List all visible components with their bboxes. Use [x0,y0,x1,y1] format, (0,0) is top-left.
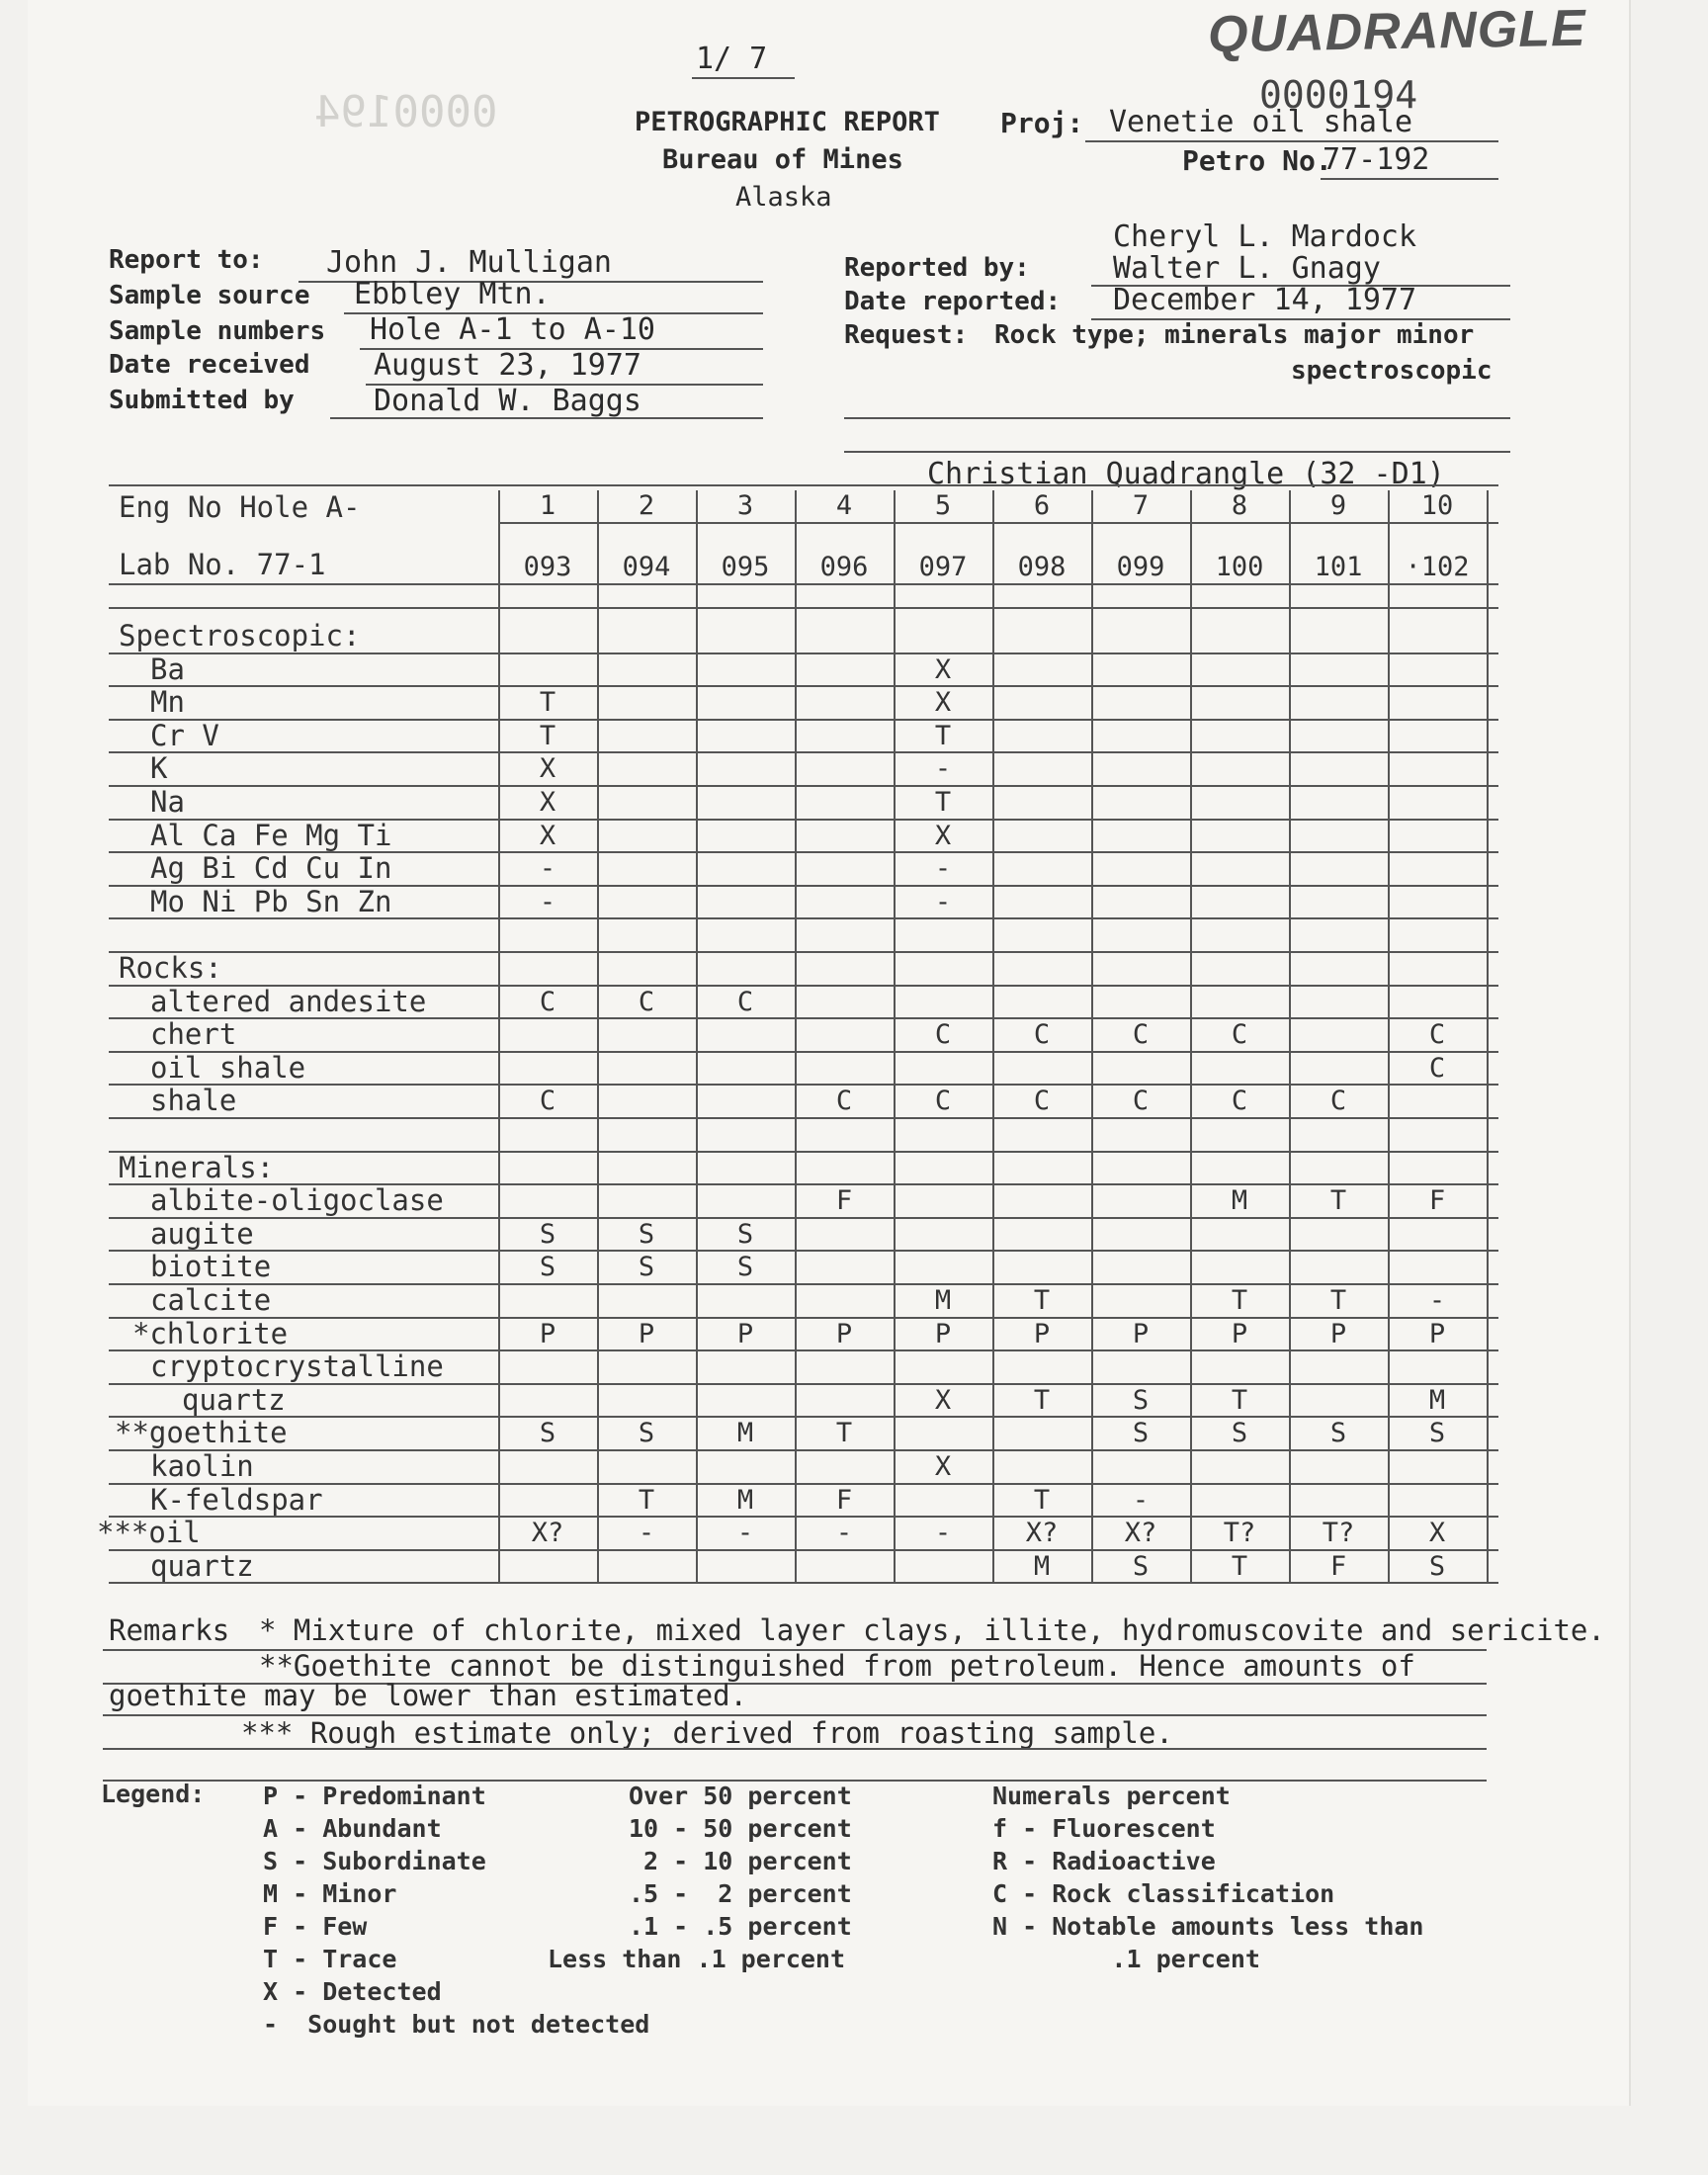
table-cell: C [1329,1086,1347,1117]
table-cell: P [1132,1318,1150,1349]
report-state: Alaska [735,182,832,213]
table-cell: X [934,687,952,719]
date-reported-label: Date reported: [844,287,1062,316]
table-cell: C [1033,1019,1051,1051]
table-cell: X [1428,1518,1446,1549]
date-received-label: Date received [109,350,310,380]
table-cell: T? [1223,1518,1256,1549]
remarks-line4: *** Rough estimate only; derived from roasting sample. [241,1716,1173,1750]
sample-source-label: Sample source [109,281,310,310]
table-cell: C [539,1086,556,1117]
submitted-by-label: Submitted by [109,386,295,415]
row-line [109,1017,1498,1019]
table-cell: F [1329,1550,1347,1582]
row-line [109,1151,1498,1153]
table-cell: C [1132,1019,1150,1051]
legend-range: .5 - 2 percent [629,1879,852,1908]
table-cell: - [934,886,952,917]
eng-number-cell: 7 [1132,490,1150,521]
doc-number: 0000194 [1259,73,1418,117]
table-cell: P [1231,1318,1248,1349]
report-title: PETROGRAPHIC REPORT [635,107,940,137]
eng-number-cell: 1 [539,490,556,521]
legend-right-item: Numerals percent [992,1782,1231,1810]
table-cell: T [1033,1285,1051,1316]
table-cell: S [1329,1418,1347,1449]
table-cell: S [539,1418,556,1449]
lab-number-cell: 100 [1215,552,1264,582]
legend-right-item: C - Rock classification [992,1879,1335,1908]
table-cell: S [736,1252,754,1283]
lab-number-cell: 094 [622,552,671,582]
request-line2: spectroscopic [1291,356,1493,386]
row-label: Na [150,785,185,819]
table-cell: T [934,720,952,751]
row-label: Rocks: [119,951,222,985]
eng-number-cell: 5 [934,490,952,521]
table-cell: P [1033,1318,1051,1349]
table-cell: T [934,787,952,818]
row-label: ***oil [97,1516,201,1550]
table-cell: S [1132,1550,1150,1582]
request-line1: Rock type; minerals major minor [994,320,1475,350]
page-number: 1/ 7 [696,42,768,76]
table-cell: T [1033,1484,1051,1516]
table-cell: S [736,1218,754,1250]
report-org: Bureau of Mines [662,144,903,175]
column-divider [1487,490,1489,1582]
row-label: albite-oligoclase [150,1183,444,1218]
table-cell: - [835,1518,853,1549]
eng-number-cell: 4 [835,490,853,521]
table-cell: S [1132,1384,1150,1416]
table-cell: X [539,753,556,785]
row-label: kaolin [150,1449,254,1483]
proj-value: Venetie oil shale [1109,105,1413,139]
table-cell: T? [1322,1518,1355,1549]
page-number-underline [692,77,795,79]
legend-code: S - Subordinate [263,1847,486,1875]
date-received-value: August 23, 1977 [374,348,641,383]
table-cell: P [1329,1318,1347,1349]
table-cell: P [934,1318,952,1349]
row-label: shale [150,1084,237,1118]
table-cell: P [835,1318,853,1349]
table-cell: T [1231,1285,1248,1316]
table-cell: T [638,1484,655,1516]
legend-range: .1 - .5 percent [629,1912,852,1941]
table-cell: T [539,720,556,751]
table-cell: - [1428,1285,1446,1316]
proj-label: Proj: [1000,107,1084,139]
table-cell: T [1033,1384,1051,1416]
table-cell: P [638,1318,655,1349]
row-label: quartz [182,1382,286,1417]
table-cell: S [539,1218,556,1250]
table-cell: T [539,687,556,719]
legend-right-item: f - Fluorescent [992,1814,1216,1843]
sample-numbers-label: Sample numbers [109,316,326,346]
table-cell: C [736,986,754,1017]
row-line [109,1117,1498,1119]
row-label: K-feldspar [150,1482,323,1517]
legend-code: T - Trace [263,1945,397,1973]
row-line [109,1449,1498,1451]
table-cell: - [539,853,556,885]
table-cell: - [934,753,952,785]
table-cell: M [934,1285,952,1316]
row-line [109,1383,1498,1385]
row-line [109,917,1498,919]
table-cell: F [835,1484,853,1516]
table-cell: C [638,986,655,1017]
table-cell: T [1231,1550,1248,1582]
row-label: calcite [150,1283,272,1317]
submitted-by-value: Donald W. Baggs [374,384,641,418]
petro-underline [1321,178,1498,180]
legend-right-item: N - Notable amounts less than [992,1912,1424,1941]
legend-right-item: .1 percent [992,1945,1260,1973]
row-label: cryptocrystalline [150,1349,444,1384]
table-top-line [109,484,1498,486]
row-line [109,685,1498,687]
row-line [109,1217,1498,1219]
table-cell: - [736,1518,754,1549]
legend-code: P - Predominant [263,1782,486,1810]
table-cell: C [1428,1019,1446,1051]
legend-range: 2 - 10 percent [629,1847,852,1875]
table-cell: T [1329,1285,1347,1316]
legend-range: Less than .1 percent [548,1945,846,1973]
row-line [109,785,1498,787]
proj-underline [1085,140,1498,142]
row-label: biotite [150,1250,272,1284]
table-cell: M [1033,1550,1051,1582]
table-cell: S [1231,1418,1248,1449]
row-label: Spectroscopic: [119,619,361,652]
table-cell: P [539,1318,556,1349]
request-underline-1 [844,417,1510,419]
table-cell: S [1428,1550,1446,1582]
sample-source-value: Ebbley Mtn. [354,277,551,311]
table-cell: M [736,1484,754,1516]
row-label: Cr V [150,718,219,752]
eng-row-line [498,522,1498,524]
lab-number-cell: 093 [523,552,572,582]
row-line [109,1582,1498,1584]
eng-number-cell: 3 [736,490,754,521]
table-cell: - [539,886,556,917]
legend-right-item: R - Radioactive [992,1847,1216,1875]
eng-no-label: Eng No Hole A- [119,490,361,524]
row-line [109,951,1498,953]
remarks-line3: goethite may be lower than estimated. [109,1679,748,1712]
table-cell: T [835,1418,853,1449]
row-line [109,1051,1498,1053]
eng-number-cell: 2 [638,490,655,521]
reported-by-label: Reported by: [844,253,1030,283]
lab-no-label: Lab No. 77-1 [119,548,326,581]
request-label: Request: [844,320,969,350]
remarks-label: Remarks [109,1613,230,1647]
table-cell: S [638,1252,655,1283]
table-cell: - [934,1518,952,1549]
table-cell: C [1231,1086,1248,1117]
row-label: K [150,751,168,786]
row-label: altered andesite [150,984,427,1018]
legend-range: Over 50 percent [629,1782,852,1810]
petro-value: 77-192 [1323,142,1430,177]
legend-code: - Sought but not detected [263,2010,650,2039]
table-cell: C [934,1019,952,1051]
lab-number-cell: 101 [1314,552,1363,582]
remarks-underline-4 [103,1748,1487,1750]
quadrangle-stamp: QUADRANGLE [1207,0,1587,64]
table-cell: C [1231,1019,1248,1051]
table-cell: M [1231,1185,1248,1217]
table-cell: X [539,820,556,851]
table-cell: C [1428,1052,1446,1084]
table-cell: - [638,1518,655,1549]
table-cell: X [934,820,952,851]
reported-by-extra: Cheryl L. Mardock [1113,219,1417,254]
row-label: Ag Bi Cd Cu In [150,851,392,886]
legend-code: X - Detected [263,1977,442,2006]
table-cell: X? [1025,1518,1059,1549]
table-cell: P [1428,1318,1446,1349]
row-line [109,751,1498,753]
legend-code: F - Few [263,1912,368,1941]
table-cell: F [835,1185,853,1217]
table-cell: - [934,853,952,885]
remarks-line1: * Mixture of chlorite, mixed layer clays, illite, hydromuscovite and sericite. [259,1613,1605,1647]
date-reported-value: December 14, 1977 [1113,283,1417,317]
row-line [109,652,1498,654]
submitted-by-underline [330,417,763,419]
table-cell: P [736,1318,754,1349]
eng-number-cell: 10 [1420,490,1454,521]
row-label: Mo Ni Pb Sn Zn [150,884,392,918]
row-label: *chlorite [132,1316,289,1350]
lab-number-cell: 095 [721,552,770,582]
remarks-line2: **Goethite cannot be distinguished from petroleum. Hence amounts of [259,1649,1415,1683]
table-cell: S [638,1418,655,1449]
table-cell: X? [531,1518,564,1549]
lab-number-cell: ·102 [1405,552,1470,582]
table-cell: X [934,1384,952,1416]
table-cell: X [934,1451,952,1482]
row-label: Mn [150,685,185,720]
legend-code: M - Minor [263,1879,397,1908]
eng-number-cell: 6 [1033,490,1051,521]
lab-number-cell: 096 [819,552,869,582]
quadrangle-label: Christian Quadrangle (32 -D1) [927,457,1445,491]
row-label: oil shale [150,1050,306,1085]
table-cell: M [1428,1384,1446,1416]
row-line [109,1250,1498,1252]
table-cell: - [1132,1484,1150,1516]
lab-number-cell: 099 [1116,552,1165,582]
table-cell: S [539,1252,556,1283]
table-cell: C [1033,1086,1051,1117]
table-cell: C [835,1086,853,1117]
table-cell: T [1231,1384,1248,1416]
row-label: Ba [150,652,185,686]
reported-by-value: Walter L. Gnagy [1113,251,1381,286]
row-label: Minerals: [119,1150,275,1184]
eng-number-cell: 9 [1329,490,1347,521]
sample-numbers-value: Hole A-1 to A-10 [370,312,655,347]
table-cell: S [1428,1418,1446,1449]
faded-doc-number: 0000194 [314,87,498,137]
row-label: quartz [150,1548,254,1583]
row-label: chert [150,1017,237,1052]
table-cell: M [736,1418,754,1449]
table-cell: S [1132,1418,1150,1449]
table-cell: X? [1124,1518,1157,1549]
row-label: augite [150,1216,254,1251]
table-cell: F [1428,1185,1446,1217]
report-to-label: Report to: [109,245,264,275]
eng-number-cell: 8 [1231,490,1248,521]
row-label: Al Ca Fe Mg Ti [150,818,392,852]
legend-code: A - Abundant [263,1814,442,1843]
legend-label: Legend: [101,1780,206,1808]
table-cell: T [1329,1185,1347,1217]
row-label: **goethite [115,1416,288,1450]
request-underline-2 [844,451,1510,453]
row-line [109,719,1498,721]
lab-number-cell: 097 [918,552,968,582]
lab-number-cell: 098 [1017,552,1067,582]
table-cell: X [934,653,952,685]
report-to-value: John J. Mulligan [326,245,612,280]
petro-label: Petro No. [1182,144,1332,177]
table-cell: X [539,787,556,818]
table-cell: C [934,1086,952,1117]
table-cell: C [1132,1086,1150,1117]
table-cell: C [539,986,556,1017]
legend-range: 10 - 50 percent [629,1814,852,1843]
table-cell: S [638,1218,655,1250]
